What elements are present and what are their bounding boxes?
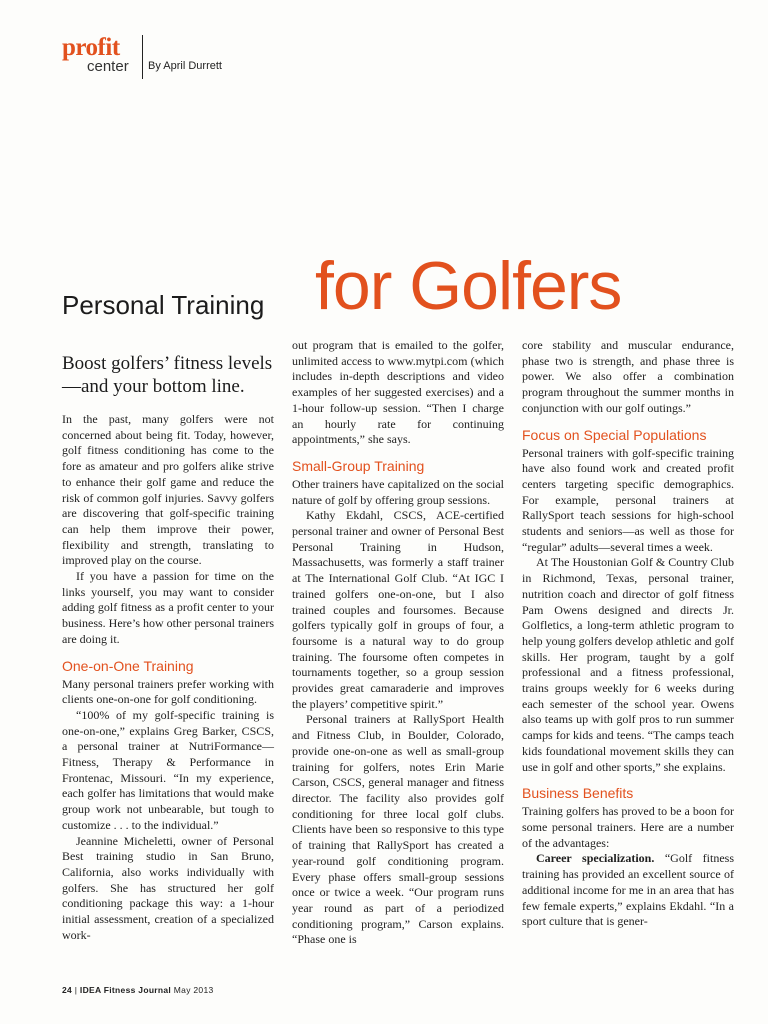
byline: By April Durrett	[148, 60, 222, 72]
paragraph: At The Houstonian Golf & Country Club in Richmond, Texas, personal trainer, nutrition coach and director of golf fitness Pam Owens designed and directs Jr. Golfletics, a long-term athletic program to help young golfers develop athletic and golf skills. Her program, taught by a golf professional and a fitness professional, trains groups weekly for 6 weeks during each semester of the school year. Owens also teams up with golf pros to run summer camps for kids and teens. “The camps teach kids foundational movement skills they can use in golf and other sports,” she explains.	[522, 555, 734, 774]
article-title	[62, 248, 712, 332]
lead-in-bold: Career specialization.	[536, 851, 655, 866]
column-3	[522, 338, 734, 930]
paragraph: “100% of my golf-specific training is one-on-one,” explains Greg Barker, CSCS, a personal trainer at NutriFormance—Fitness, Therapy & Performance in Frontenac, Missouri. “In my experience, each golfer has limitations that would make group work not unbearable, but tough to customize . . . to the individual.”	[62, 707, 274, 832]
journal-name: IDEA Fitness Journal	[79, 985, 172, 995]
deck: Boost golfers’ fitness levels—and your bottom line.	[62, 353, 273, 397]
paragraph: Other trainers have capitalized on the social nature of golf by offering group sessions.	[292, 476, 504, 507]
paragraph: Jeannine Micheletti, owner of Personal Best training studio in San Bruno, California, also works individually with golfers. She has structured her golf conditioning package this way: a 1-hour initial assessment, creation of a specialized work-	[62, 833, 274, 942]
subhead-one-on-one: One-on-One Training	[62, 657, 194, 674]
paragraph: Personal trainers at RallySport Health and Fitness Club, in Boulder, Colorado, provide one-on-one as well as small-group training for golfers, notes Erin Marie Carson, CSCS, general manager and fitness director. The facility also provides golf conditioning for three local golf clubs. Clients have been so responsive to this type of training that RallySport has created a year-round golf conditioning program. Every phase offers small-group sessions once or twice a week. “Our program runs year round as part of a periodized conditioning program,” Carson explains. “Phase one is	[292, 712, 504, 947]
title-small: Personal Training	[62, 290, 265, 320]
paragraph-body: “Golf fitness training has provided an excellent source of additional income for me in an area that has few female experts,” explains Ekdahl. “In a sport culture that is gener-	[522, 851, 734, 929]
title-big: for Golfers	[315, 248, 622, 324]
subhead-special-populations: Focus on Special Populations	[522, 426, 707, 443]
paragraph: out program that is emailed to the golfer, unlimited access to www.mytpi.com (which includes in-depth descriptions and video examples of her suggested exercises) and a 1-hour follow-up session. “Then I charge an hourly rate for continuing appointments,” she says.	[292, 338, 504, 447]
subhead-business-benefits: Business Benefits	[522, 785, 634, 802]
paragraph: Many personal trainers prefer working with clients one-on-one for golf conditioning.	[62, 676, 274, 707]
header-divider	[142, 35, 143, 79]
paragraph: core stability and muscular endurance, phase two is strength, and phase three is power. We also offer a combination program throughout the summer months in conjunction with our golf outings.”	[522, 338, 734, 415]
footer-separator: |	[74, 985, 78, 995]
paragraph: Kathy Ekdahl, CSCS, ACE-certified personal trainer and owner of Personal Best Personal Training in Hudson, Massachusetts, was formerly a staff trainer at The International Golf Club. “At IGC I trained golfers one-on-one, but I also trained couples and foursomes. Because golfers typically golf in groups of four, a foursome is a natural way to do group training. The foursome often competes in tournaments together, so a group session provides great camaraderie and improves the players’ competitive spirit.”	[292, 508, 504, 711]
paragraph: If you have a passion for time on the links yourself, you may want to consider adding golf fitness as a profit center to your business. Here’s how other personal trainers are doing it.	[62, 569, 274, 646]
paragraph: In the past, many golfers were not concerned about being fit. Today, however, golf fitness conditioning has come to the fore as amateur and pro golfers alike strive to enhance their golf game and reduce the risk of common golf injuries. Savvy golfers are discovering that golf-specific training can help them improve their power, flexibility and strength, translating to improved play on the course.	[62, 412, 274, 568]
column-2	[292, 338, 504, 948]
column-1	[62, 338, 274, 944]
brand-center-text: center	[87, 58, 129, 75]
page-number: 24	[62, 985, 73, 995]
brand-profit-text: profit	[62, 34, 120, 61]
paragraph: Personal trainers with golf-specific training have also found work and created profit centers targeting specific demographics. For example, personal trainers at RallySport teach sessions for high-school students and seniors—as well as those for “regular” adults—several times a week.	[522, 445, 734, 554]
issue-date: May 2013	[173, 985, 214, 995]
subhead-small-group: Small-Group Training	[292, 457, 425, 474]
page-footer	[62, 985, 214, 995]
paragraph: Training golfers has proved to be a boon for some personal trainers. Here are a number of the advantages:	[522, 804, 734, 850]
paragraph	[522, 851, 734, 930]
